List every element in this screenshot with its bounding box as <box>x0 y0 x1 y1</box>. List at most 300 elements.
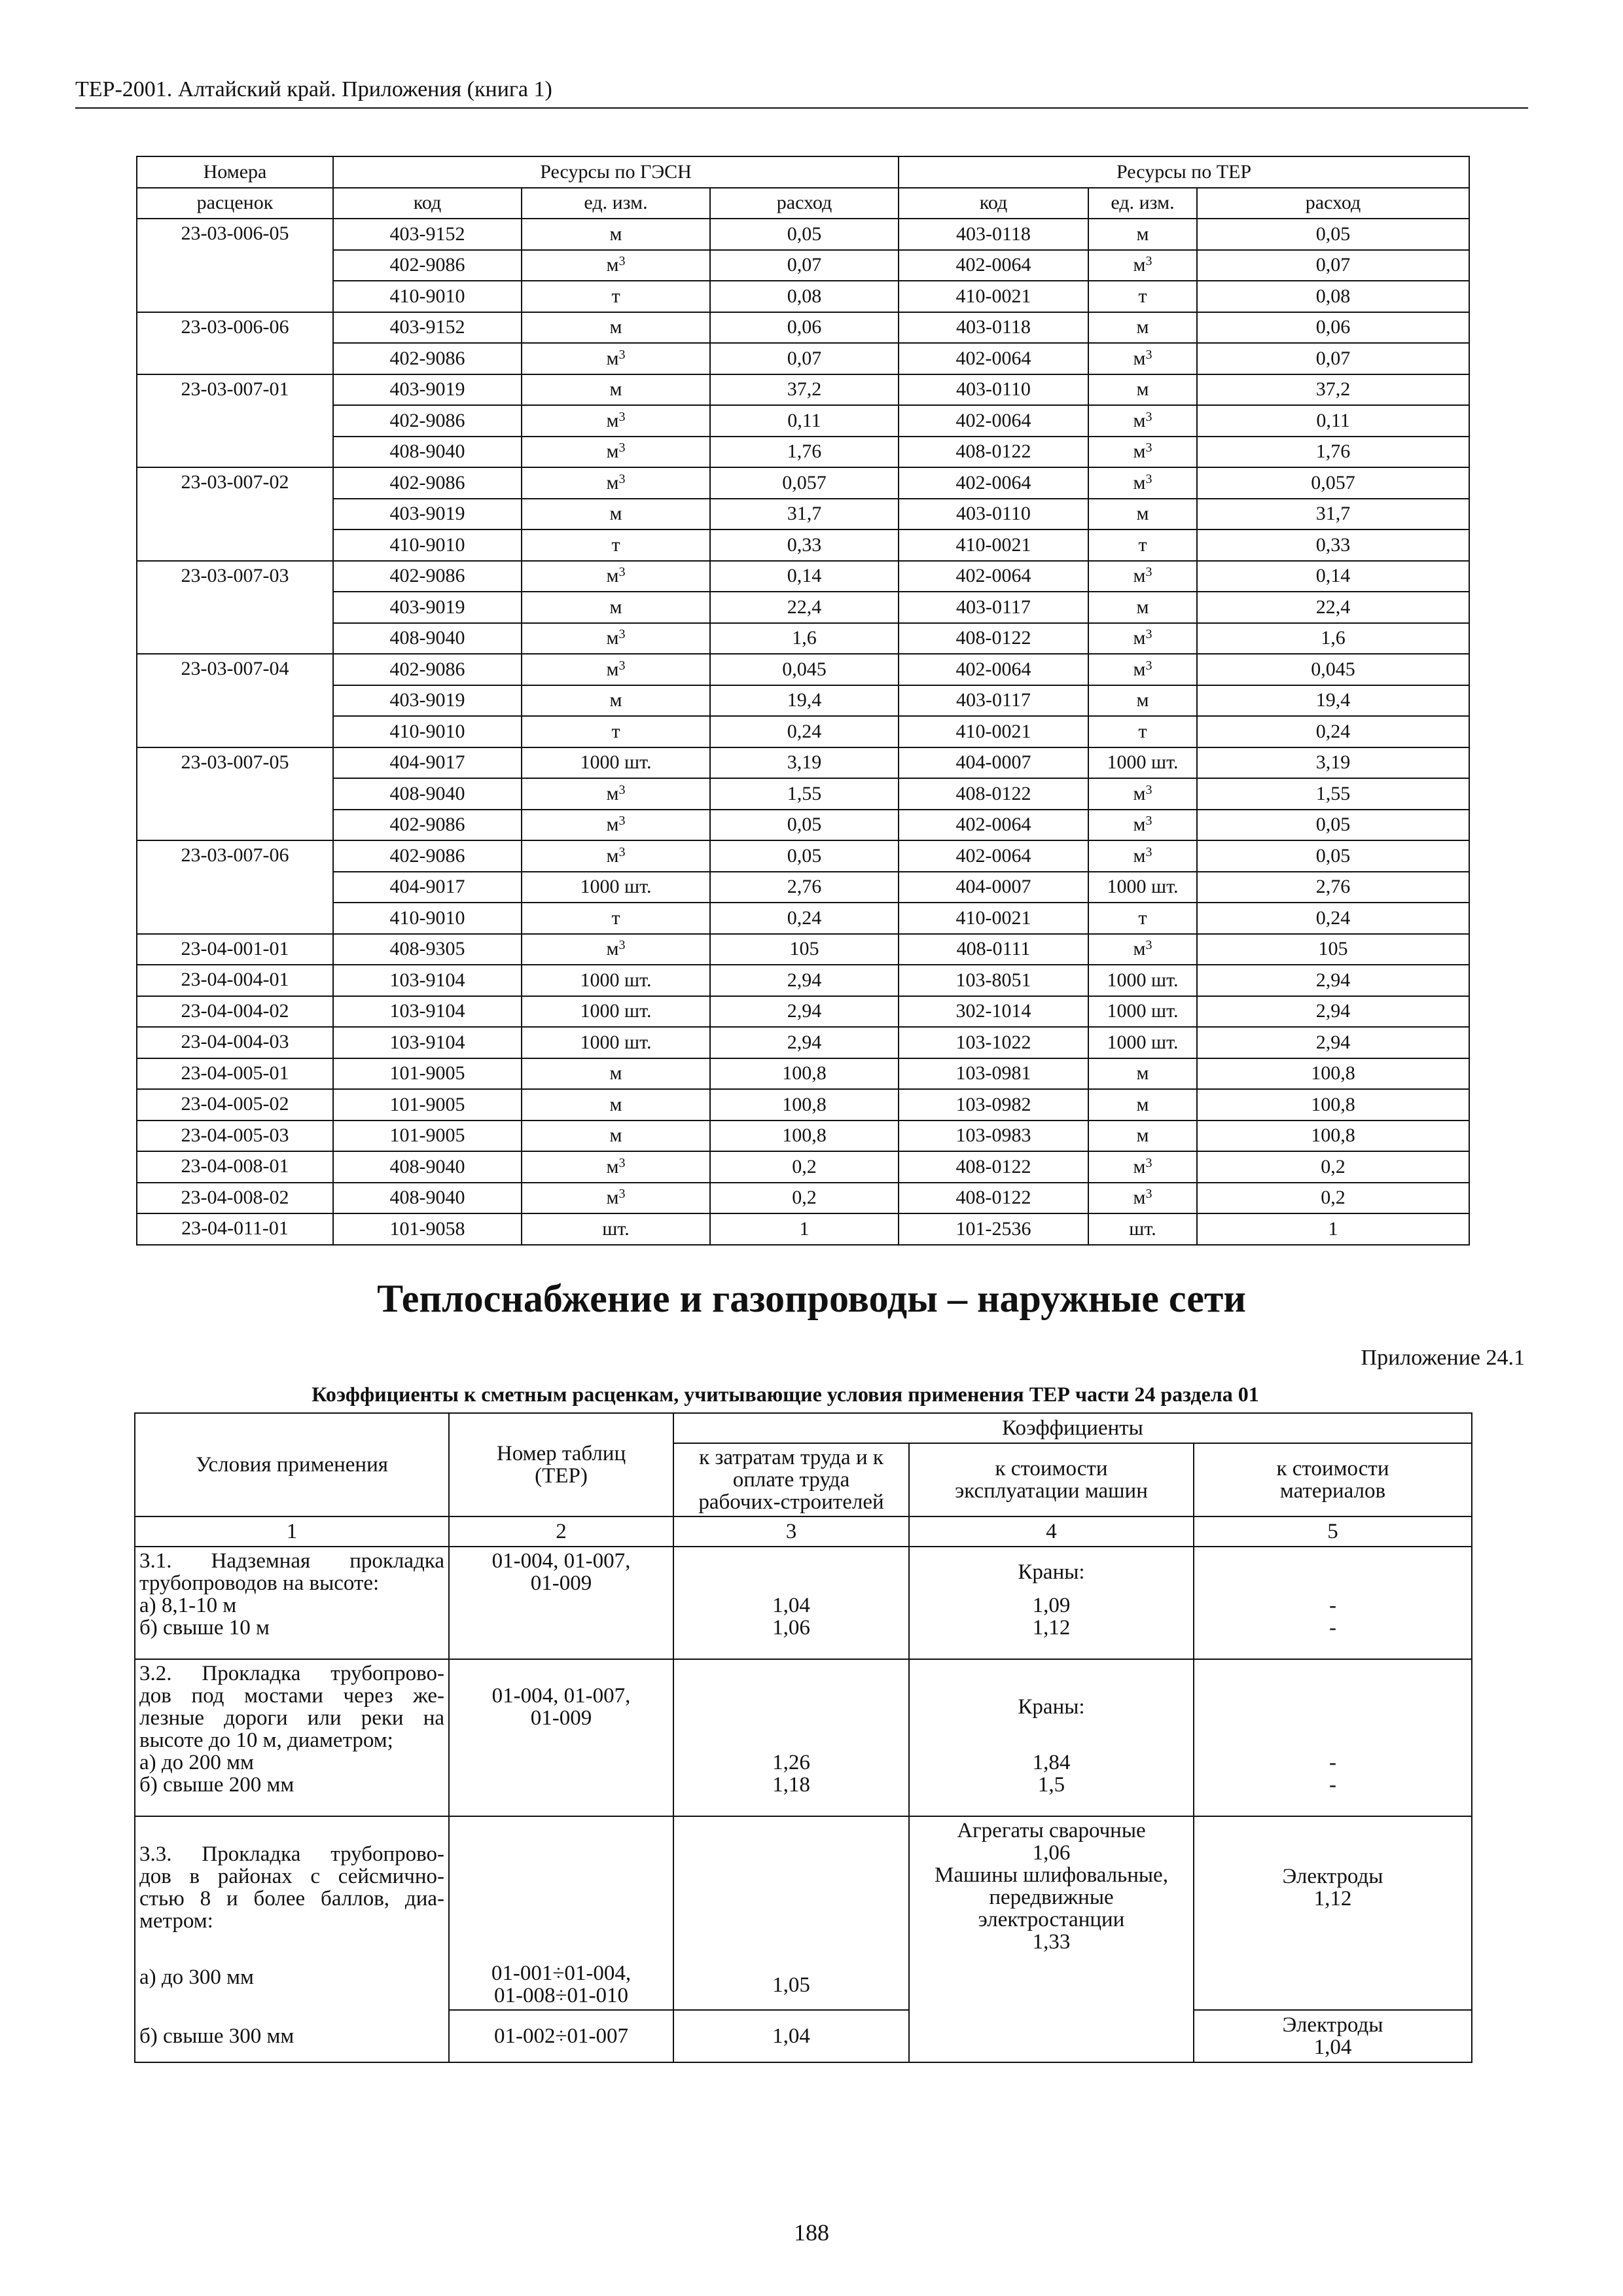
ter-code-cell: 103-8051 <box>899 965 1088 996</box>
gesn-code-cell: 103-9104 <box>333 996 522 1028</box>
table-row <box>137 592 1469 623</box>
table-row <box>137 1151 1469 1183</box>
section-3-3-row-a <box>135 1816 1472 2010</box>
table-row <box>137 561 1469 592</box>
table-row <box>137 872 1469 903</box>
ter-unit-cell: $м^3$ <box>1088 405 1197 437</box>
ter-unit-cell: шт. <box>1088 1213 1197 1245</box>
gesn-consumption-cell: 105 <box>710 934 899 965</box>
ter-unit-cell: $м^3$ <box>1088 623 1197 655</box>
gesn-unit-cell: 1000 шт. <box>522 747 710 779</box>
ter-consumption-cell: 0,05 <box>1197 219 1469 250</box>
ter-code-cell: 402-0064 <box>899 840 1088 872</box>
rate-number-cell: 23-03-007-02 <box>137 467 333 561</box>
ter-unit-cell: м <box>1088 499 1197 530</box>
ter-code-cell: 403-0117 <box>899 592 1088 623</box>
header-consumption: расход <box>1197 188 1469 219</box>
gesn-consumption-cell: 22,4 <box>710 592 899 623</box>
gesn-consumption-cell: 19,4 <box>710 685 899 717</box>
header-materials: к стоимости материалов <box>1194 1443 1472 1516</box>
gesn-unit-cell: т <box>522 716 710 747</box>
table-row <box>137 437 1469 468</box>
gesn-code-cell: 402-9086 <box>333 467 522 499</box>
gesn-unit-cell: м <box>522 1089 710 1121</box>
ter-code-cell: 410-0021 <box>899 716 1088 747</box>
gesn-code-cell: 408-9040 <box>333 437 522 468</box>
ter-unit-cell: $м^3$ <box>1088 561 1197 592</box>
gesn-code-cell: 402-9086 <box>333 654 522 685</box>
ter-unit-cell: м <box>1088 374 1197 406</box>
ter-unit-cell: $м^3$ <box>1088 840 1197 872</box>
ter-consumption-cell: 1,55 <box>1197 778 1469 810</box>
section-3-3-row-b <box>135 2010 1472 2062</box>
ter-consumption-cell: 0,2 <box>1197 1151 1469 1183</box>
header-consumption: расход <box>710 188 899 219</box>
table-row <box>137 343 1469 374</box>
machines-coef-cell: Агрегаты сварочные 1,06 Машины шлифовальные, передвижные электростанции 1,33 <box>909 1816 1194 2062</box>
rate-number-cell: 23-04-008-01 <box>137 1151 333 1183</box>
gesn-consumption-cell: 2,76 <box>710 872 899 903</box>
ter-consumption-cell: 0,05 <box>1197 810 1469 841</box>
ter-consumption-cell: 0,05 <box>1197 840 1469 872</box>
ter-consumption-cell: 2,94 <box>1197 1027 1469 1058</box>
gesn-code-cell: 101-9058 <box>333 1213 522 1245</box>
ter-code-cell: 402-0064 <box>899 343 1088 374</box>
gesn-code-cell: 402-9086 <box>333 810 522 841</box>
ter-consumption-cell: 0,045 <box>1197 654 1469 685</box>
ter-unit-cell: м <box>1088 685 1197 717</box>
ter-consumption-cell: 0,33 <box>1197 529 1469 561</box>
header-rate-numbers-sub: расценок <box>137 188 333 219</box>
gesn-code-cell: 408-9040 <box>333 1151 522 1183</box>
rate-number-cell: 23-04-001-01 <box>137 934 333 965</box>
ter-consumption-cell: 37,2 <box>1197 374 1469 406</box>
gesn-consumption-cell: 0,045 <box>710 654 899 685</box>
gesn-code-cell: 410-9010 <box>333 903 522 934</box>
labor-coef-cell: 1,04 1,06 <box>673 1547 909 1659</box>
ter-consumption-cell: 0,057 <box>1197 467 1469 499</box>
ter-code-cell: 302-1014 <box>899 996 1088 1028</box>
gesn-code-cell: 403-9019 <box>333 374 522 406</box>
rate-number-cell: 23-04-004-02 <box>137 996 333 1028</box>
table-row <box>137 840 1469 872</box>
ter-unit-cell: т <box>1088 529 1197 561</box>
ter-unit-cell: 1000 шт. <box>1088 1027 1197 1058</box>
section-3-1-row <box>135 1547 1472 1659</box>
gesn-code-cell: 402-9086 <box>333 561 522 592</box>
gesn-consumption-cell: 2,94 <box>710 965 899 996</box>
table-row <box>137 1121 1469 1152</box>
gesn-consumption-cell: 0,07 <box>710 250 899 281</box>
appendix-label: Приложение 24.1 <box>1361 1346 1525 1370</box>
gesn-consumption-cell: 0,11 <box>710 405 899 437</box>
table-row <box>137 810 1469 841</box>
ter-consumption-cell: 0,11 <box>1197 405 1469 437</box>
gesn-consumption-cell: 0,24 <box>710 716 899 747</box>
rate-number-cell: 23-04-011-01 <box>137 1213 333 1245</box>
table-row <box>137 405 1469 437</box>
ter-consumption-cell: 0,24 <box>1197 903 1469 934</box>
table-row <box>137 250 1469 281</box>
ter-unit-cell: $м^3$ <box>1088 934 1197 965</box>
ter-consumption-cell: 2,76 <box>1197 872 1469 903</box>
gesn-consumption-cell: 2,94 <box>710 996 899 1028</box>
gesn-consumption-cell: 0,05 <box>710 810 899 841</box>
ter-consumption-cell: 0,06 <box>1197 312 1469 344</box>
gesn-unit-cell: $м^3$ <box>522 840 710 872</box>
ter-code-cell: 404-0007 <box>899 872 1088 903</box>
gesn-unit-cell: м <box>522 592 710 623</box>
gesn-unit-cell: $м^3$ <box>522 467 710 499</box>
ter-unit-cell: $м^3$ <box>1088 467 1197 499</box>
ter-unit-cell: 1000 шт. <box>1088 965 1197 996</box>
column-number: 1 <box>135 1516 449 1547</box>
gesn-unit-cell: м <box>522 312 710 344</box>
ter-unit-cell: м <box>1088 1089 1197 1121</box>
gesn-code-cell: 403-9019 <box>333 592 522 623</box>
ter-code-cell: 408-0122 <box>899 1183 1088 1214</box>
gesn-unit-cell: шт. <box>522 1213 710 1245</box>
condition-cell: 3.1. Надземная прокладка трубопроводов на высоте: а) 8,1-10 м б) свыше 10 м <box>135 1547 449 1659</box>
materials-coef-cell: - - <box>1194 1547 1472 1659</box>
ter-consumption-cell: 0,14 <box>1197 561 1469 592</box>
gesn-unit-cell: 1000 шт. <box>522 996 710 1028</box>
gesn-unit-cell: м <box>522 1058 710 1090</box>
table-row <box>137 1183 1469 1214</box>
machines-coef-cell: Краны: 1,09 1,12 <box>909 1547 1194 1659</box>
gesn-code-cell: 103-9104 <box>333 965 522 996</box>
gesn-consumption-cell: 2,94 <box>710 1027 899 1058</box>
gesn-unit-cell: м <box>522 219 710 250</box>
header-unit: ед. изм. <box>1088 188 1197 219</box>
ter-unit-cell: $м^3$ <box>1088 1183 1197 1214</box>
ter-unit-cell: м <box>1088 1121 1197 1152</box>
gesn-unit-cell: $м^3$ <box>522 810 710 841</box>
ter-unit-cell: $м^3$ <box>1088 654 1197 685</box>
condition-cell: 3.3. Прокладка трубопрово- дов в районах с сейсмично- стью 8 и более баллов, диа- метром: а) до 300 мм <box>135 1816 449 2010</box>
ter-unit-cell: т <box>1088 903 1197 934</box>
gesn-consumption-cell: 0,05 <box>710 840 899 872</box>
ter-consumption-cell: 19,4 <box>1197 685 1469 717</box>
ter-unit-cell: м <box>1088 219 1197 250</box>
table-row <box>137 778 1469 810</box>
ter-unit-cell: $м^3$ <box>1088 437 1197 468</box>
table-numbers-cell: 01-004, 01-007, 01-009 <box>449 1547 673 1659</box>
ter-consumption-cell: 100,8 <box>1197 1058 1469 1090</box>
gesn-consumption-cell: 1,6 <box>710 623 899 655</box>
table-row <box>137 716 1469 747</box>
table-numbers-cell: 01-002÷01-007 <box>449 2010 673 2062</box>
page-number: 188 <box>794 2219 829 2246</box>
gesn-consumption-cell: 0,2 <box>710 1183 899 1214</box>
header-code: код <box>899 188 1088 219</box>
gesn-unit-cell: $м^3$ <box>522 405 710 437</box>
ter-consumption-cell: 22,4 <box>1197 592 1469 623</box>
gesn-consumption-cell: 1,76 <box>710 437 899 468</box>
header-conditions: Условия применения <box>135 1413 449 1516</box>
ter-code-cell: 408-0122 <box>899 778 1088 810</box>
gesn-unit-cell: $м^3$ <box>522 250 710 281</box>
rate-number-cell: 23-03-006-05 <box>137 219 333 312</box>
resources-table <box>136 156 1470 1246</box>
ter-code-cell: 402-0064 <box>899 467 1088 499</box>
gesn-code-cell: 404-9017 <box>333 872 522 903</box>
table-row <box>137 312 1469 344</box>
ter-code-cell: 408-0122 <box>899 1151 1088 1183</box>
ter-code-cell: 103-0982 <box>899 1089 1088 1121</box>
ter-consumption-cell: 0,07 <box>1197 250 1469 281</box>
ter-consumption-cell: 1,6 <box>1197 623 1469 655</box>
gesn-code-cell: 404-9017 <box>333 747 522 779</box>
gesn-consumption-cell: 31,7 <box>710 499 899 530</box>
table-row <box>137 1089 1469 1121</box>
rate-number-cell: 23-03-006-06 <box>137 312 333 374</box>
ter-code-cell: 402-0064 <box>899 405 1088 437</box>
gesn-unit-cell: $м^3$ <box>522 561 710 592</box>
coefficients-table <box>134 1412 1472 2063</box>
column-number: 2 <box>449 1516 673 1547</box>
machines-coef-cell: Краны: 1,84 1,5 <box>909 1659 1194 1816</box>
table-caption: Коэффициенты к сметным расценкам, учитывающие условия применения ТЕР части 24 раздела 01 <box>312 1382 1259 1406</box>
gesn-consumption-cell: 0,08 <box>710 281 899 312</box>
running-header: ТЕР-2001. Алтайский край. Приложения (книга 1) <box>75 77 1528 109</box>
ter-code-cell: 404-0007 <box>899 747 1088 779</box>
gesn-consumption-cell: 0,07 <box>710 343 899 374</box>
ter-consumption-cell: 31,7 <box>1197 499 1469 530</box>
ter-code-cell: 403-0110 <box>899 374 1088 406</box>
ter-unit-cell: $м^3$ <box>1088 343 1197 374</box>
ter-code-cell: 402-0064 <box>899 654 1088 685</box>
ter-consumption-cell: 0,08 <box>1197 281 1469 312</box>
gesn-code-cell: 101-9005 <box>333 1058 522 1090</box>
ter-code-cell: 402-0064 <box>899 250 1088 281</box>
gesn-consumption-cell: 0,33 <box>710 529 899 561</box>
labor-coef-cell: 1,05 <box>673 1816 909 2010</box>
ter-consumption-cell: 105 <box>1197 934 1469 965</box>
rate-number-cell: 23-03-007-06 <box>137 840 333 934</box>
gesn-code-cell: 408-9040 <box>333 623 522 655</box>
table-row <box>137 654 1469 685</box>
column-number: 5 <box>1194 1516 1472 1547</box>
gesn-code-cell: 402-9086 <box>333 405 522 437</box>
ter-unit-cell: м <box>1088 1058 1197 1090</box>
gesn-unit-cell: $м^3$ <box>522 654 710 685</box>
gesn-code-cell: 403-9019 <box>333 499 522 530</box>
ter-code-cell: 403-0118 <box>899 219 1088 250</box>
table-row <box>137 219 1469 250</box>
table-row <box>137 499 1469 530</box>
table-row <box>137 903 1469 934</box>
ter-unit-cell: $м^3$ <box>1088 778 1197 810</box>
column-number: 4 <box>909 1516 1194 1547</box>
ter-code-cell: 403-0117 <box>899 685 1088 717</box>
header-gesn-resources: Ресурсы по ГЭСН <box>333 156 899 188</box>
ter-code-cell: 410-0021 <box>899 903 1088 934</box>
gesn-unit-cell: $м^3$ <box>522 437 710 468</box>
ter-unit-cell: 1000 шт. <box>1088 747 1197 779</box>
ter-code-cell: 402-0064 <box>899 810 1088 841</box>
rate-number-cell: 23-04-004-01 <box>137 965 333 996</box>
condition-cell: 3.2. Прокладка трубопрово- дов под мостами через же- лезные дороги или реки на высоте до 10 м, диаметром; а) до 200 мм б) свыше 200 мм <box>135 1659 449 1816</box>
section-title: Теплоснабжение и газопроводы – наружные сети <box>377 1277 1246 1320</box>
table-numbers-cell: 01-001÷01-004, 01-008÷01-010 <box>449 1816 673 2010</box>
gesn-code-cell: 408-9040 <box>333 1183 522 1214</box>
ter-code-cell: 103-0983 <box>899 1121 1088 1152</box>
table-row <box>137 281 1469 312</box>
gesn-code-cell: 101-9005 <box>333 1121 522 1152</box>
header-labor: к затратам труда и к оплате труда рабочих-строителей <box>673 1443 909 1516</box>
header-unit: ед. изм. <box>522 188 710 219</box>
gesn-consumption-cell: 3,19 <box>710 747 899 779</box>
gesn-unit-cell: $м^3$ <box>522 1151 710 1183</box>
gesn-consumption-cell: 1 <box>710 1213 899 1245</box>
gesn-consumption-cell: 100,8 <box>710 1089 899 1121</box>
rate-number-cell: 23-03-007-05 <box>137 747 333 841</box>
gesn-unit-cell: м <box>522 1121 710 1152</box>
gesn-code-cell: 410-9010 <box>333 716 522 747</box>
gesn-consumption-cell: 0,24 <box>710 903 899 934</box>
table-row <box>137 1027 1469 1058</box>
gesn-code-cell: 101-9005 <box>333 1089 522 1121</box>
table-row <box>137 623 1469 655</box>
gesn-unit-cell: 1000 шт. <box>522 872 710 903</box>
header-code: код <box>333 188 522 219</box>
ter-code-cell: 408-0111 <box>899 934 1088 965</box>
rate-number-cell: 23-04-005-03 <box>137 1121 333 1152</box>
rate-number-cell: 23-04-004-03 <box>137 1027 333 1058</box>
rate-number-cell: 23-03-007-01 <box>137 374 333 468</box>
gesn-unit-cell: т <box>522 903 710 934</box>
ter-unit-cell: 1000 шт. <box>1088 872 1197 903</box>
ter-consumption-cell: 0,07 <box>1197 343 1469 374</box>
ter-consumption-cell: 2,94 <box>1197 996 1469 1028</box>
ter-unit-cell: 1000 шт. <box>1088 996 1197 1028</box>
rate-number-cell: 23-04-005-02 <box>137 1089 333 1121</box>
table-row <box>137 1213 1469 1245</box>
gesn-consumption-cell: 100,8 <box>710 1058 899 1090</box>
gesn-consumption-cell: 37,2 <box>710 374 899 406</box>
ter-consumption-cell: 0,24 <box>1197 716 1469 747</box>
rate-number-cell: 23-03-007-04 <box>137 654 333 747</box>
gesn-code-cell: 408-9305 <box>333 934 522 965</box>
rate-number-cell: 23-04-005-01 <box>137 1058 333 1090</box>
table-row <box>137 529 1469 561</box>
table-row <box>137 1058 1469 1090</box>
ter-consumption-cell: 1 <box>1197 1213 1469 1245</box>
gesn-unit-cell: $м^3$ <box>522 343 710 374</box>
ter-code-cell: 408-0122 <box>899 623 1088 655</box>
materials-coef-cell: - - <box>1194 1659 1472 1816</box>
table-row <box>137 747 1469 779</box>
gesn-code-cell: 103-9104 <box>333 1027 522 1058</box>
ter-code-cell: 103-0981 <box>899 1058 1088 1090</box>
ter-consumption-cell: 100,8 <box>1197 1121 1469 1152</box>
gesn-code-cell: 410-9010 <box>333 281 522 312</box>
table-row <box>137 965 1469 996</box>
gesn-unit-cell: м <box>522 499 710 530</box>
ter-unit-cell: т <box>1088 281 1197 312</box>
gesn-unit-cell: т <box>522 281 710 312</box>
ter-consumption-cell: 0,2 <box>1197 1183 1469 1214</box>
gesn-unit-cell: т <box>522 529 710 561</box>
ter-unit-cell: м <box>1088 312 1197 344</box>
gesn-code-cell: 403-9152 <box>333 312 522 344</box>
header-ter-resources: Ресурсы по ТЕР <box>899 156 1469 188</box>
header-coefficients: Коэффициенты <box>673 1413 1472 1443</box>
gesn-code-cell: 403-9152 <box>333 219 522 250</box>
gesn-consumption-cell: 0,06 <box>710 312 899 344</box>
gesn-unit-cell: м <box>522 374 710 406</box>
table-row <box>137 996 1469 1028</box>
section-3-2-row <box>135 1659 1472 1816</box>
ter-code-cell: 403-0110 <box>899 499 1088 530</box>
gesn-code-cell: 403-9019 <box>333 685 522 717</box>
gesn-consumption-cell: 0,2 <box>710 1151 899 1183</box>
ter-unit-cell: $м^3$ <box>1088 250 1197 281</box>
ter-code-cell: 103-1022 <box>899 1027 1088 1058</box>
gesn-code-cell: 402-9086 <box>333 343 522 374</box>
condition-cell: б) свыше 300 мм <box>135 2010 449 2062</box>
ter-consumption-cell: 2,94 <box>1197 965 1469 996</box>
materials-coef-cell: Электроды 1,12 <box>1194 1816 1472 2010</box>
gesn-consumption-cell: 0,05 <box>710 219 899 250</box>
gesn-code-cell: 408-9040 <box>333 778 522 810</box>
gesn-code-cell: 410-9010 <box>333 529 522 561</box>
ter-code-cell: 408-0122 <box>899 437 1088 468</box>
ter-code-cell: 410-0021 <box>899 529 1088 561</box>
gesn-consumption-cell: 0,057 <box>710 467 899 499</box>
rate-number-cell: 23-04-008-02 <box>137 1183 333 1214</box>
gesn-unit-cell: 1000 шт. <box>522 1027 710 1058</box>
gesn-unit-cell: $м^3$ <box>522 623 710 655</box>
ter-code-cell: 101-2536 <box>899 1213 1088 1245</box>
labor-coef-cell: 1,26 1,18 <box>673 1659 909 1816</box>
gesn-unit-cell: $м^3$ <box>522 1183 710 1214</box>
resources-table-body <box>137 219 1469 1245</box>
ter-consumption-cell: 3,19 <box>1197 747 1469 779</box>
column-number: 3 <box>673 1516 909 1547</box>
header-rate-numbers: Номера <box>137 156 333 188</box>
ter-code-cell: 402-0064 <box>899 561 1088 592</box>
table-row <box>137 934 1469 965</box>
gesn-unit-cell: $м^3$ <box>522 934 710 965</box>
ter-unit-cell: $м^3$ <box>1088 810 1197 841</box>
labor-coef-cell: 1,04 <box>673 2010 909 2062</box>
materials-coef-cell: Электроды 1,04 <box>1194 2010 1472 2062</box>
gesn-unit-cell: м <box>522 685 710 717</box>
ter-consumption-cell: 1,76 <box>1197 437 1469 468</box>
header-machines: к стоимости эксплуатации машин <box>909 1443 1194 1516</box>
table-row <box>137 467 1469 499</box>
gesn-code-cell: 402-9086 <box>333 840 522 872</box>
gesn-consumption-cell: 1,55 <box>710 778 899 810</box>
table-numbers-cell: 01-004, 01-007, 01-009 <box>449 1659 673 1816</box>
ter-consumption-cell: 100,8 <box>1197 1089 1469 1121</box>
gesn-code-cell: 402-9086 <box>333 250 522 281</box>
rate-number-cell: 23-03-007-03 <box>137 561 333 655</box>
gesn-unit-cell: 1000 шт. <box>522 965 710 996</box>
gesn-consumption-cell: 0,14 <box>710 561 899 592</box>
ter-code-cell: 403-0118 <box>899 312 1088 344</box>
ter-unit-cell: м <box>1088 592 1197 623</box>
gesn-consumption-cell: 100,8 <box>710 1121 899 1152</box>
ter-unit-cell: $м^3$ <box>1088 1151 1197 1183</box>
ter-unit-cell: т <box>1088 716 1197 747</box>
table-row <box>137 374 1469 406</box>
header-table-numbers: Номер таблиц (ТЕР) <box>449 1413 673 1516</box>
ter-code-cell: 410-0021 <box>899 281 1088 312</box>
gesn-unit-cell: $м^3$ <box>522 778 710 810</box>
